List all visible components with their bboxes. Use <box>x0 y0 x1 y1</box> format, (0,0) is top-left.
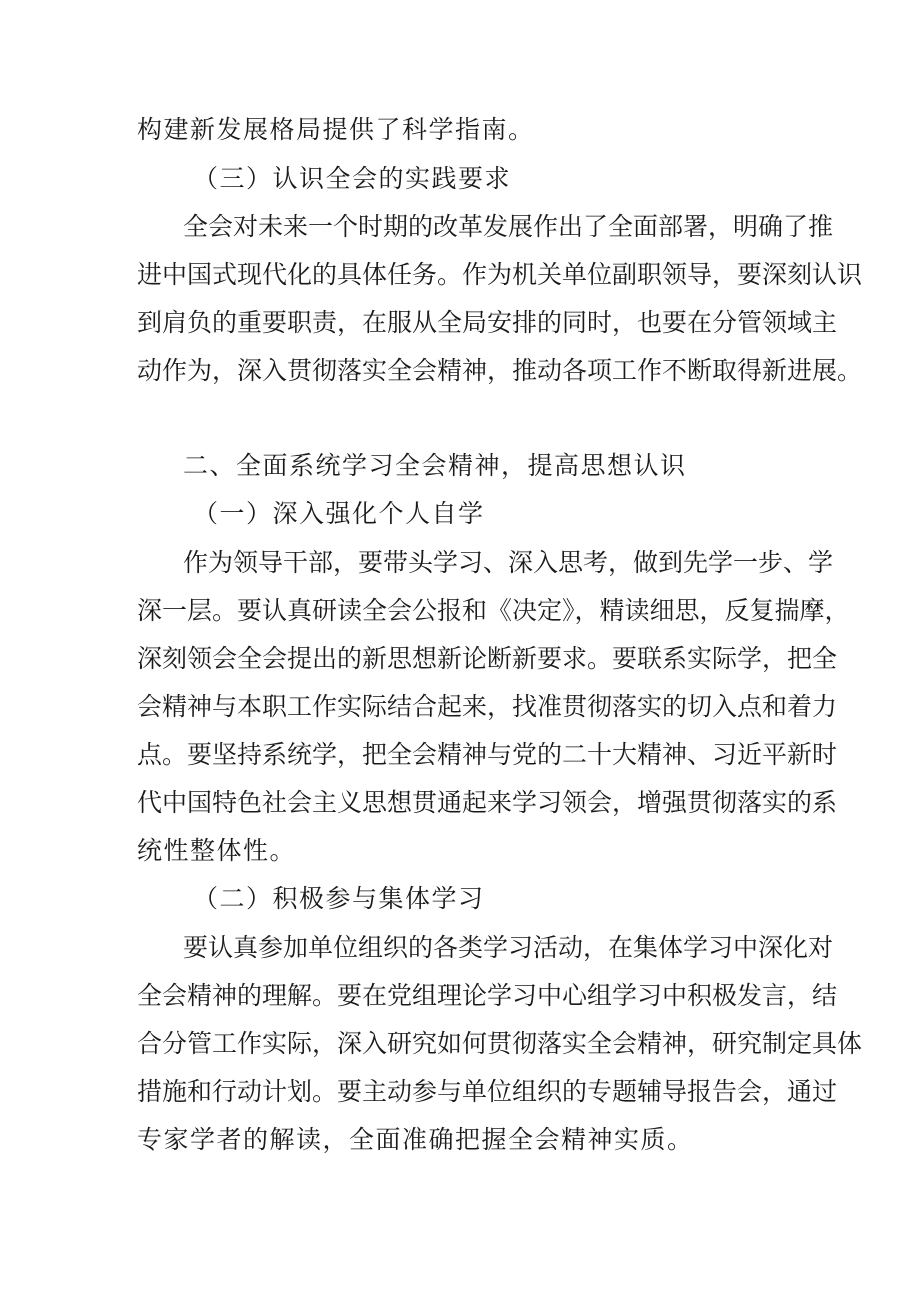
paragraph-line: 深一层。要认真研读全会公报和《决定》，精读细思，反复揣摩， <box>137 596 850 625</box>
subsection-heading: （三）认识全会的实践要求 <box>193 164 512 193</box>
paragraph-line: 会精神与本职工作实际结合起来，找准贯彻落实的切入点和着力 <box>137 692 838 721</box>
paragraph-line: 动作为，深入贯彻落实全会精神，推动各项工作不断取得新进展。 <box>137 356 863 385</box>
paragraph-line: 作为领导干部，要带头学习、深入思考，做到先学一步、学 <box>183 548 834 577</box>
paragraph-line: 进中国式现代化的具体任务。作为机关单位副职领导，要深刻认识 <box>137 260 863 289</box>
subsection-heading: （二）积极参与集体学习 <box>193 884 485 913</box>
paragraph-line: 全会精神的理解。要在党组理论学习中心组学习中积极发言，结 <box>137 981 838 1010</box>
paragraph-line: 全会对未来一个时期的改革发展作出了全面部署，明确了推 <box>183 212 834 241</box>
paragraph-line: 构建新发展格局提供了科学指南。 <box>137 115 535 144</box>
paragraph-line: 到肩负的重要职责，在服从全局安排的同时，也要在分管领域主 <box>137 308 838 337</box>
subsection-heading: （一）深入强化个人自学 <box>193 499 485 528</box>
paragraph-line: 深刻领会全会提出的新思想新论断新要求。要联系实际学，把全 <box>137 644 838 673</box>
paragraph-line: 要认真参加单位组织的各类学习活动，在集体学习中深化对 <box>183 933 834 962</box>
paragraph-line: 点。要坚持系统学，把全会精神与党的二十大精神、习近平新时 <box>137 740 838 769</box>
section-heading: 二、全面系统学习全会精神，提高思想认识 <box>183 451 687 480</box>
paragraph-line: 措施和行动计划。要主动参与单位组织的专题辅导报告会，通过 <box>137 1077 838 1106</box>
paragraph-line: 统性整体性。 <box>137 836 297 865</box>
paragraph-line: 代中国特色社会主义思想贯通起来学习领会，增强贯彻落实的系 <box>137 788 838 817</box>
paragraph-line: 专家学者的解读，全面准确把握全会精神实质。 <box>137 1125 694 1154</box>
paragraph-line: 合分管工作实际，深入研究如何贯彻落实全会精神，研究制定具体 <box>137 1029 863 1058</box>
